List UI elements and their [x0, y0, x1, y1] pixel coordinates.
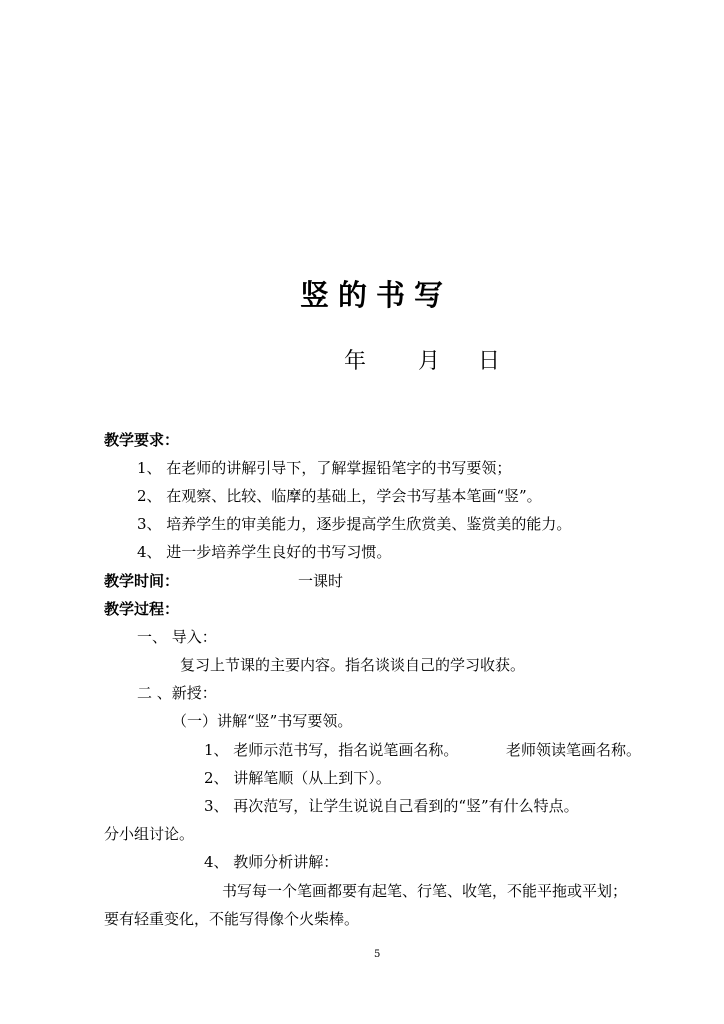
date-month: 月	[418, 349, 441, 374]
paragraph-1: 书写每一个笔画都要有起笔、行笔、收笔，不能平拖或平划；	[222, 882, 628, 900]
process-heading: 教学过程：	[104, 600, 180, 618]
intro-text: 复习上节课的主要内容。指名谈谈自己的学习收获。	[180, 656, 526, 674]
requirement-item-2: 2、 在观察、比较、临摩的基础上，学会书写基本笔画“竖”。	[137, 487, 542, 505]
requirement-item-3: 3、 培养学生的审美能力，逐步提高学生欣赏美、鉴赏美的能力。	[137, 515, 572, 533]
sub-heading-1: （一）讲解“竖”书写要领。	[172, 712, 353, 730]
step-2: 2、 讲解笔顺（从上到下）。	[204, 769, 391, 787]
step-3: 3、 再次范写，让学生说说自己看到的“竖”有什么特点。	[204, 797, 579, 815]
step-4: 4、 教师分析讲解：	[204, 853, 339, 871]
step-1b: 老师领读笔画名称。	[506, 741, 642, 759]
requirements-heading: 教学要求：	[104, 431, 180, 449]
time-heading: 教学时间：	[104, 572, 180, 590]
paragraph-1-continued: 要有轻重变化，不能写得像个火柴棒。	[104, 910, 360, 928]
step-1: 1、 老师示范书写，指名说笔画名称。	[204, 741, 459, 759]
date-day: 日	[478, 349, 501, 374]
requirement-item-1: 1、 在老师的讲解引导下，了解掌握铅笔字的书写要领；	[137, 459, 512, 477]
intro-heading: 一、 导入：	[137, 628, 217, 646]
page-title: 竖的书写	[300, 278, 453, 312]
date-year: 年	[344, 349, 367, 374]
time-value: 一课时	[298, 572, 344, 590]
requirement-item-4: 4、 进一步培养学生良好的书写习惯。	[137, 543, 392, 561]
new-lesson-heading: 二 、新授：	[137, 684, 217, 702]
page-number: 5	[374, 949, 381, 960]
step-3-continued: 分小组讨论。	[104, 825, 195, 843]
